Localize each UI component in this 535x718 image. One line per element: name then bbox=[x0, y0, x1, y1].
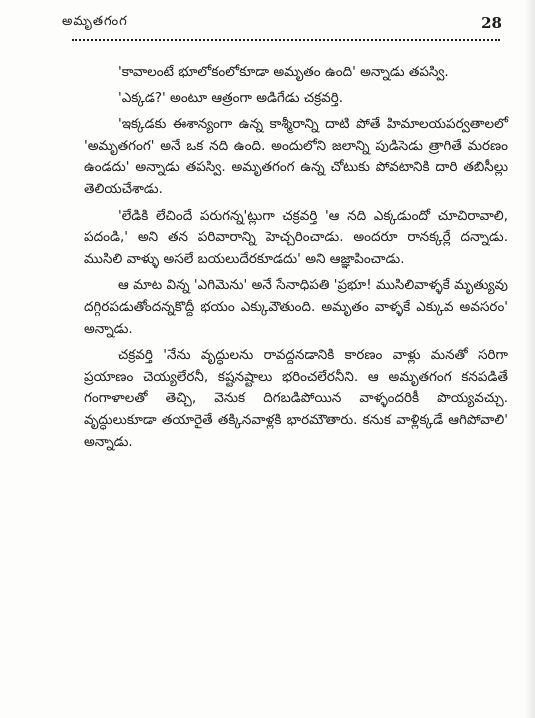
page-header bbox=[62, 14, 502, 38]
paragraph: 'ఎక్కడ?' అంటూ ఆత్రంగా అడిగేడు చక్రవర్తి. bbox=[118, 89, 344, 106]
page-edge-shadow bbox=[525, 0, 535, 718]
header-divider bbox=[72, 39, 500, 44]
paragraph: 'ఇక్కడకు ఈశాన్యంగా ఉన్న కాశ్మీరాన్ని దాటి పోతే హిమాలయపర్వతాలలో 'అమృతగంగ' అనే ఒక నది ఉంది. అందులోని జలాన్ని పుడిసెడు త్రాగితే మరణం ఉండదు' అన్నాడు తపస్వి. అమృతగంగ ఉన్న చోటుకు పోవటానికి దారి తబిసీల్లు తెలియచేశాడు. bbox=[84, 116, 508, 197]
page-number: 28 bbox=[481, 14, 502, 32]
paragraph: 'లేడికి లేచిందే పరుగన్న'ట్లుగా చక్రవర్తి 'ఆ నది ఎక్కడుందో చూచిరావాలి, పదండి,' అని తన పరివారాన్ని హెచ్చరించాడు. అందరూ రానక్కర్లే దన్నాడు. ముసిలి వాళ్ళు అసలే బయలుదేరకూడదు' అని ఆజ్ఞాపించాడు. bbox=[84, 207, 508, 267]
paragraph: 'కావాలంటే భూలోకంలోకూడా అమృతం ఉంది' అన్నాడు తపస్వి. bbox=[118, 64, 449, 80]
paragraph: చక్రవర్తి 'నేను వృద్ధులను రావద్దనడానికి కారణం వాళ్లు మనతో సరిగా ప్రయాణం చెయ్యలేరనీ, కష్టనష్టాలు భరించలేరనీని. ఆ అమృతగంగ కనపడితే గంగాళాలతో తెచ్చి, వెనుక దిగబడిపోయిన వాళ్ళందరికీ పొయ్యవచ్చు. వృద్ధులుకూడా తయారైతే తక్కినవాళ్లకి భారమౌతారు. కనుక వాళ్లిక్కడే ఆగిపోవాలి' అన్నాడు. bbox=[84, 347, 508, 450]
body-text bbox=[84, 62, 508, 458]
paragraph: ఆ మాట విన్న 'ఎగిమెను' అనే సేనాధిపతి 'ప్రభూ! ముసిలివాళ్ళకే మృత్యువు దగ్గిరపడుతోందన్నకొద్దీ భయం ఎక్కువౌతుంది. అమృతం వాళ్ళకే ఎక్కువ అవసరం' అన్నాడు. bbox=[84, 277, 508, 337]
running-title: అమృతగంగ bbox=[62, 14, 128, 29]
